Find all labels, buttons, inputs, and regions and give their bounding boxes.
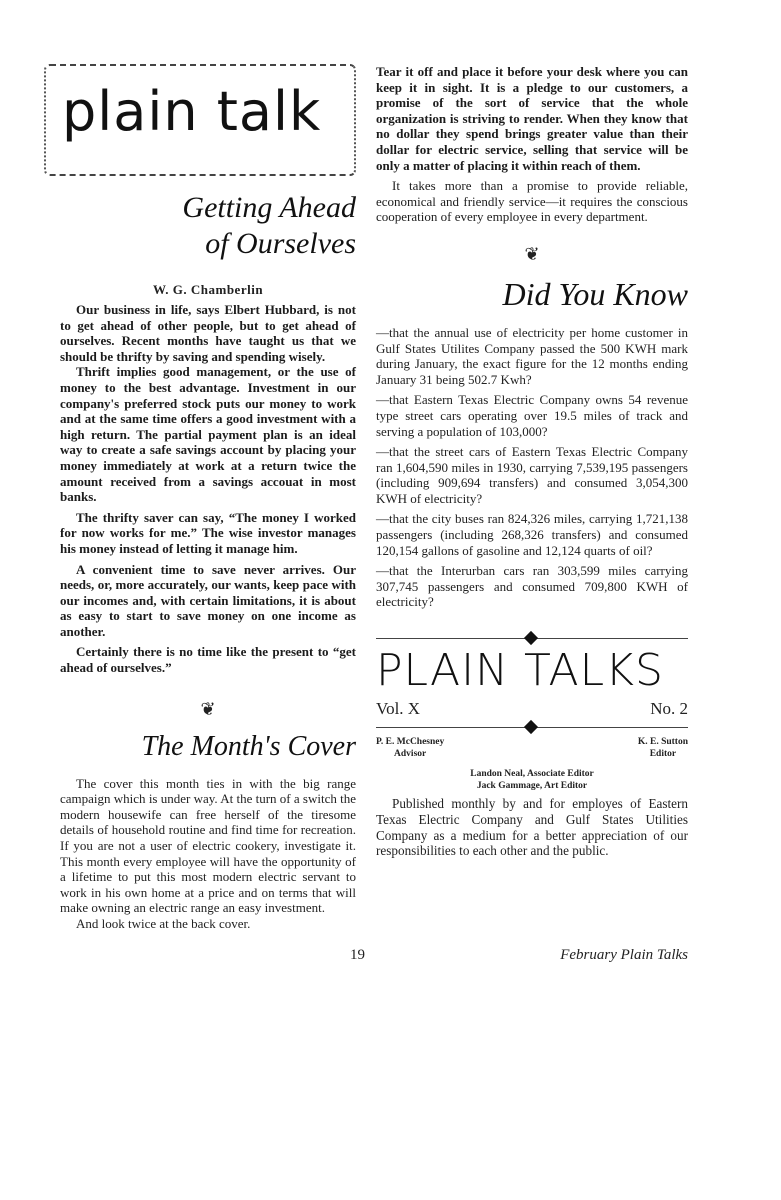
article-title-line2: of Ourselves: [205, 227, 356, 260]
cover-article-body: [44, 776, 356, 932]
right-top-body: [376, 64, 688, 225]
did-you-know-title: Did You Know: [502, 275, 688, 312]
article-author: W. G. Chamberlin: [152, 282, 264, 297]
volume-issue-row: [376, 699, 688, 719]
left-column: [44, 64, 356, 932]
header-title: plain talk: [62, 80, 322, 143]
masthead-description: [376, 796, 688, 859]
page-footer: [44, 946, 688, 964]
diamond-icon: [524, 720, 538, 734]
advisor-credit: [376, 736, 444, 760]
paragraph: It takes more than a promise to provide reliable, economical and friendly service—it requires the conscious cooperation of every employee in every department.: [376, 178, 688, 225]
paragraph: The cover this month ties in with the big range campaign which is under way. At the turn of a switch the modern housewife can free herself of the tiresome details of household routine and find time for recreation. If you are not a user of electric cookery, investigate it. This month every employee will have the opportunity of a lifetime to put this most modern electric servant to work in his own home at a price and on terms that will make owning an electric range an easy investment.: [60, 775, 356, 916]
list-item: —that the city buses ran 824,326 miles, carrying 1,721,138 passengers (including 268,326 transfers) and consumed 120,154 gallons of gasoline and 12,124 quarts of oil?: [376, 511, 688, 558]
paragraph: The thrifty saver can say, “The money I worked for now works for me.” The wise investor manages his money instead of letting it manage him.: [60, 509, 356, 556]
editor-name: K. E. Sutton: [637, 737, 688, 748]
list-item: —that Eastern Texas Electric Company owns 54 revenue type street cars operating over 19.5 miles of track and serving a population of 103,000?: [376, 392, 688, 439]
masthead-top-rule: [376, 638, 688, 639]
advisor-role: Advisor: [394, 749, 427, 760]
paragraph: Tear it off and place it before your desk where you can keep it in sight. It is a pledge to our customers, a promise of the sort of service that the whole organization is striving to render. When they know that no dollar they spend brings greater value than their dollar for electric service, selling that service will be only a matter of placing it within reach of them.: [376, 64, 688, 173]
paragraph: And look twice at the back cover.: [76, 916, 251, 931]
publication-footer: February Plain Talks: [560, 946, 688, 963]
paragraph: Published monthly by and for employes of Eastern Texas Electric Company and Gulf States Utilities Company as a medium for a better appreciation of our responsibilities to each other and the public.: [376, 796, 688, 859]
plain-talk-header-box: [44, 64, 356, 176]
page-number: 19: [350, 946, 365, 963]
article-title-line1: Getting Ahead: [182, 191, 356, 224]
list-item: —that the street cars of Eastern Texas Electric Company ran 1,604,590 miles in 1930, carrying 7,539,195 passengers (including 909,694 transfers) and consumed 3,054,300 KWH of electricity?: [376, 444, 688, 506]
credits-row: [376, 736, 688, 760]
art-editor: Jack Gammage, Art Editor: [476, 781, 588, 792]
paragraph: A convenient time to save never arrives. Our needs, or, more accurately, our wants, keep pace with our incomes and, with certain limitations, it is about as easy to start to save money on one income as another.: [60, 561, 356, 639]
issue-number: No. 2: [650, 699, 688, 719]
masthead-title: PLAIN TALKS: [376, 645, 664, 697]
diamond-icon: [524, 631, 538, 645]
editor-credit: [638, 736, 688, 760]
paragraph: Certainly there is no time like the present to “get ahead of ourselves.”: [60, 644, 356, 676]
advisor-name: P. E. McChesney: [376, 737, 445, 748]
ornament-icon: ❦: [524, 243, 540, 264]
staff-credits: [376, 768, 688, 792]
paragraph: Thrift implies good management, or the use of money to the best advantage. Investment in our company's preferred stock puts our money to work and at the same time offers a good investment with a high return. The partial payment plan is an ideal way to create a safe savings account by placing your money immediately at work at a return twice the amount received from a savings accouat in most banks.: [60, 364, 356, 505]
cover-article-title: The Month's Cover: [141, 730, 356, 762]
associate-editor: Landon Neal, Associate Editor: [470, 769, 594, 780]
list-item: —that the Interurban cars ran 303,599 miles carrying 307,745 passengers and consumed 709,800 KWH of electricity?: [376, 563, 688, 610]
did-you-know-list: [376, 325, 688, 610]
ornament-icon: ❦: [200, 698, 216, 719]
volume: Vol. X: [376, 699, 421, 719]
list-item: —that the annual use of electricity per home customer in Gulf States Utilites Company passed the 500 KWH mark during January, the exact figure for the 12 months ending January 31 being 502.7 Kwh?: [376, 324, 688, 387]
paragraph: Our business in life, says Elbert Hubbard, is not to get ahead of other people, but to get ahead of ourselves. Recent months have taught us that we should be thrifty by saving and spending wisely.: [60, 302, 356, 364]
masthead-bottom-rule: [376, 727, 688, 728]
article-body: [44, 302, 356, 676]
right-column: [376, 64, 688, 859]
editor-role: Editor: [649, 749, 677, 760]
